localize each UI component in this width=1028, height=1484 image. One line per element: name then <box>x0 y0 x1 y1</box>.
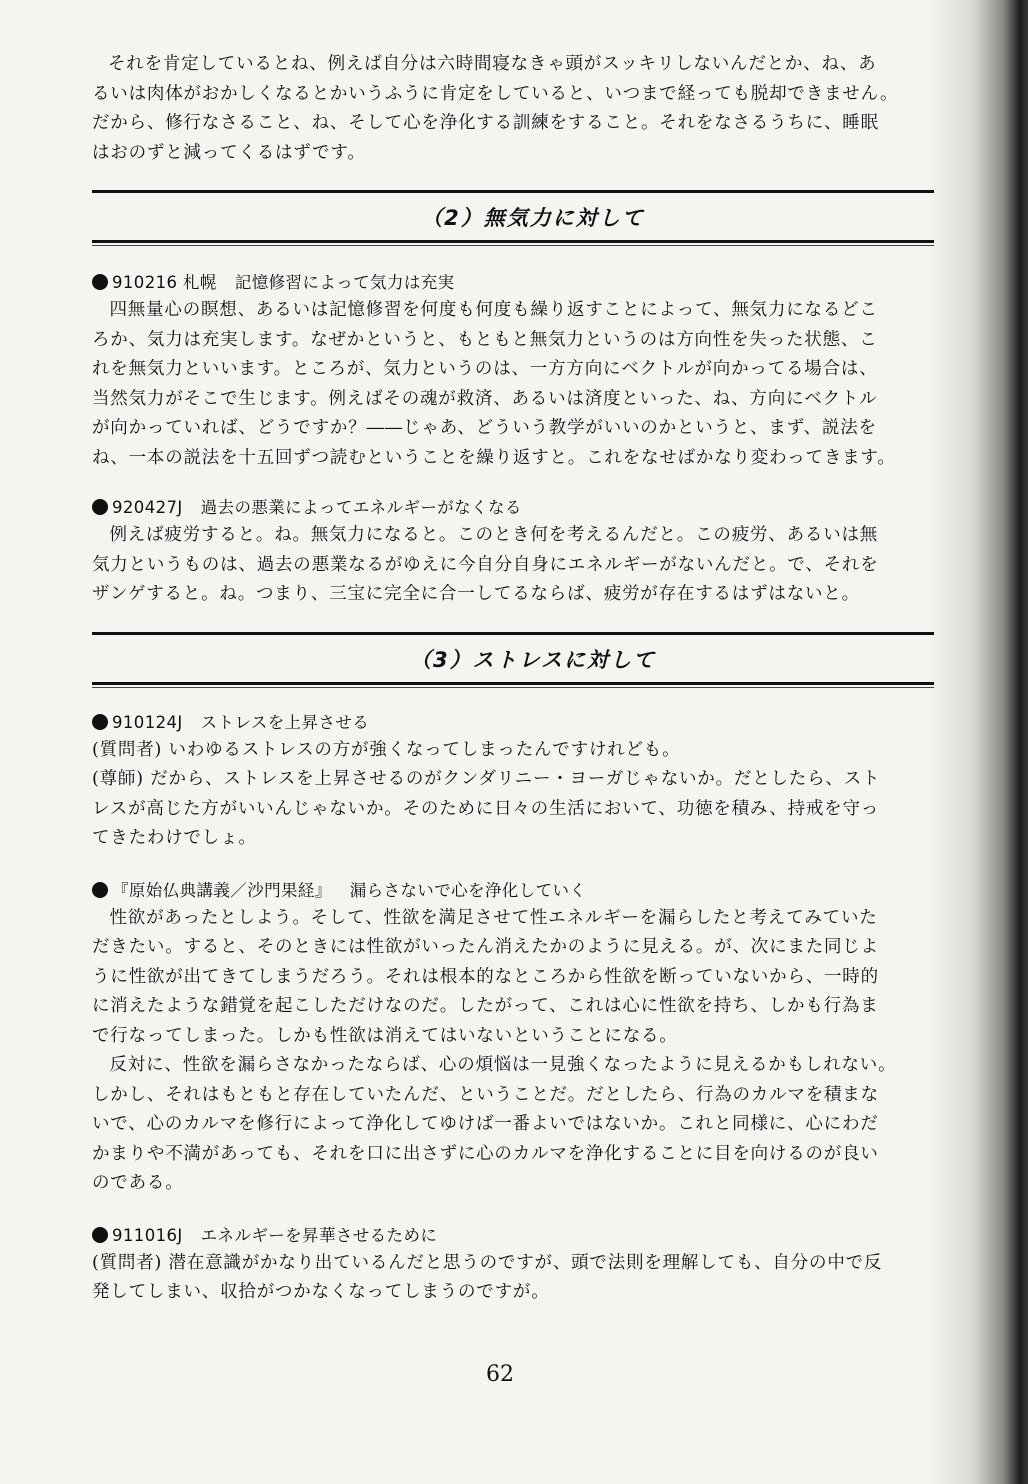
bullet-icon <box>92 882 108 898</box>
entry-code: 920427J <box>112 498 183 517</box>
entry-heading <box>92 710 934 736</box>
text-line: (尊師) だから、ストレスを上昇させるのがクンダリニー・ヨーガじゃないか。だとしたら、スト <box>92 769 881 789</box>
text-line: 四無量心の瞑想、あるいは記憶修習を何度も何度も繰り返すことによって、無気力になるどこ <box>109 300 878 320</box>
text-line: ね、一本の説法を十五回ずつ読むということを繰り返すと。これをなせばかなり変わってきます。 <box>92 447 896 468</box>
text-line: てきたわけでしょ。 <box>92 828 257 848</box>
text-line: しかし、それはもともと存在していたんだ、ということだ。だとしたら、行為のカルマを積まな <box>92 1084 879 1105</box>
entry-samannaphala <box>92 878 934 1199</box>
entry-code: 『原始仏典講義／沙門果経』 <box>112 880 332 900</box>
text-line: ザンゲすると。ね。つまり、三宝に完全に合一してるならば、疲労が存在するはずはないと。 <box>92 584 860 604</box>
text-line: (質問者) いわゆるストレスの方が強くなってしまったんですけれども。 <box>92 739 681 760</box>
entry-heading <box>92 495 934 521</box>
bullet-icon <box>92 714 108 730</box>
text-line: 性欲があったとしよう。そして、性欲を満足させて性エネルギーを漏らしたと考えてみていた <box>109 907 878 928</box>
text-line: 当然気力がそこで生じます。例えばその魂が救済、あるいは済度といった、ね、方向にベクトル <box>92 388 878 409</box>
entry-heading <box>92 270 934 296</box>
section-title: （2）無気力に対して <box>421 206 645 230</box>
text-line: 気力というものは、過去の悪業なるがゆえに今自分自身にエネルギーがないんだと。で、それを <box>92 554 879 575</box>
section-rule-thin <box>92 245 934 246</box>
text-line: 発してしまい、収拾がつかなくなってしまうのですが。 <box>92 1282 550 1302</box>
section-rule-bottom <box>92 682 934 685</box>
text-line: だから、修行なさること、ね、そして心を浄化する訓練をすること。それをなさるうちに、睡眠 <box>92 113 879 133</box>
bullet-icon <box>92 499 108 515</box>
intro-paragraph <box>92 50 934 168</box>
entry-code: 911016J <box>112 1225 183 1245</box>
entry-title: 記憶修習によって気力は充実 <box>234 273 455 292</box>
section-rule-bottom <box>92 240 934 243</box>
entry-heading <box>92 1223 934 1249</box>
text-line: それを肯定しているとね、例えば自分は六時間寝なきゃ頭がスッキリしないんだとか、ね、あ <box>108 54 877 74</box>
section-header-stress <box>92 632 934 688</box>
entry-title: ストレスを上昇させる <box>200 712 370 732</box>
entry-heading <box>92 878 934 904</box>
entry-code: 910216 札幌 <box>112 273 217 292</box>
entry-910216 <box>92 270 934 473</box>
text-line: いで、心のカルマを修行によって浄化してゆけば一番よいではないか。これと同様に、心にわだ <box>92 1114 879 1134</box>
page-number: 62 <box>486 1362 514 1387</box>
text-line: るいは肉体がおかしくなるとかいうふうに肯定をしていると、いつまで経っても脱却できません。 <box>92 83 899 104</box>
text-line: 例えば疲労すると。ね。無気力になると。このとき何を考えるんだと。この疲労、あるいは無 <box>109 525 879 545</box>
entry-code: 910124J <box>112 712 183 732</box>
text-line: かまりや不満があっても、それを口に出さずに心のカルマを浄化することに目を向けるのが良い <box>92 1143 879 1164</box>
entry-920427J <box>92 495 934 610</box>
text-line: レスが高じた方がいいんじゃないか。そのために日々の生活において、功徳を積み、持戒を守っ <box>92 798 880 819</box>
section-header-lethargy <box>92 190 934 246</box>
text-line: に消えたような錯覚を起こしただけなのだ。したがって、これは心に性欲を持ち、しかも行為ま <box>92 996 879 1016</box>
page-edge-shadow <box>928 0 1028 1484</box>
section-title: （3）ストレスに対して <box>410 647 656 672</box>
page-content <box>92 50 934 1308</box>
entry-title: 漏らさないで心を浄化していく <box>349 880 587 900</box>
bullet-icon <box>92 1227 108 1243</box>
text-line: が向かっていれば、どうですか？――じゃあ、どういう教学がいいのかというと、まず、説法を <box>92 418 877 438</box>
text-line: はおのずと減ってくるはずです。 <box>92 142 366 163</box>
entry-910124J <box>92 710 934 854</box>
entry-911016J <box>92 1223 934 1308</box>
bullet-icon <box>92 274 108 290</box>
entry-title: 過去の悪業によってエネルギーがなくなる <box>200 498 522 517</box>
text-line: (質問者) 潜在意識がかなり出ているんだと思うのですが、頭で法則を理解しても、自分の中で反 <box>92 1252 883 1273</box>
text-line: うに性欲が出てきてしまうだろう。それは根本的なところから性欲を断っていないから、一時的 <box>92 966 879 987</box>
text-line: だきたい。すると、そのときには性欲がいったん消えたかのように見える。が、次にまた同じよ <box>92 937 879 957</box>
entry-title: エネルギーを昇華させるために <box>200 1225 438 1245</box>
text-line: ろか、気力は充実します。なぜかというと、もともと無気力というのは方向性を失った状態、こ <box>92 329 878 350</box>
text-line: で行なってしまった。しかも性欲は消えてはいないということになる。 <box>92 1025 678 1046</box>
text-line: のである。 <box>92 1173 184 1193</box>
text-line: れを無気力といいます。ところが、気力というのは、一方方向にベクトルが向かってる場合は、 <box>92 359 878 379</box>
text-line: 反対に、性欲を漏らさなかったならば、心の煩悩は一見強くなったように見えるかもしれない。 <box>109 1055 897 1075</box>
section-rule-thin <box>92 687 934 688</box>
